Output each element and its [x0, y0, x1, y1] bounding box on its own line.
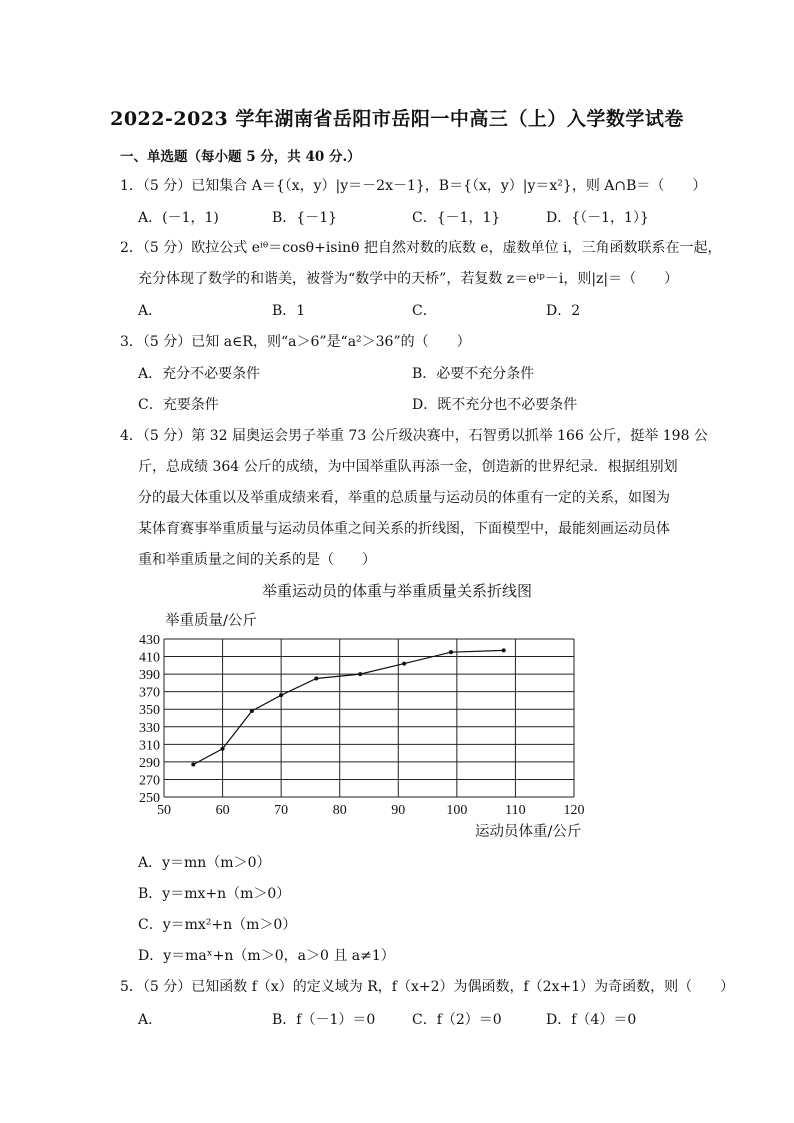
y-tick-label: 370	[139, 685, 160, 701]
question-2-option-c: C．	[412, 303, 437, 319]
chart-x-axis-label: 运动员体重/公斤	[475, 824, 582, 840]
question-3-option-a: A．充分不必要条件	[138, 366, 261, 382]
question-3-option-b: B．必要不充分条件	[412, 366, 535, 382]
y-tick-label: 390	[139, 668, 160, 684]
question-1-option-c: C．{－1，1}	[412, 210, 501, 226]
question-4-option-a: A．y＝mn（m＞0）	[138, 855, 271, 871]
x-tick-label: 90	[391, 803, 406, 818]
question-5-option-d: D．f（4）＝0	[546, 1012, 637, 1028]
question-2-option-d: D．2	[546, 303, 581, 319]
data-point	[250, 709, 254, 713]
question-3-stem: 3．（5 分）已知 a∈R，则“a＞6”是“a²＞36”的（ ）	[120, 334, 471, 350]
y-tick-label: 350	[139, 703, 160, 719]
x-tick-label: 70	[274, 803, 289, 818]
data-point	[502, 648, 506, 652]
question-2-line-1: 2．（5 分）欧拉公式 eⁱᶿ＝cosθ+isinθ 把自然对数的底数 e，虚数单位 i，三角函数联系在一起，	[120, 240, 722, 256]
question-1-option-d: D．{（－1，1）}	[546, 210, 649, 226]
question-2-line-2: 充分体现了数学的和谐美，被誉为“数学中的天桥”，若复数 z＝eⁱᵖ－i，则|z|＝（ ）	[138, 271, 679, 287]
question-1-option-b: B．{－1}	[272, 210, 338, 226]
question-4-option-d: D．y＝maˣ+n（m＞0，a＞0 且 a≠1）	[138, 948, 395, 964]
question-5-option-a: A．	[138, 1012, 163, 1028]
question-4-line-2: 斤，总成绩 364 公斤的成绩，为中国举重队再添一金，创造新的世界纪录．根据组别划	[138, 459, 678, 475]
y-tick-label: 250	[139, 791, 160, 806]
question-2-option-a: A．	[138, 303, 163, 319]
question-4-line-4: 某体育赛事举重质量与运动员体重之间关系的折线图，下面模型中，最能刻画运动员体	[138, 521, 670, 537]
data-point	[191, 763, 195, 767]
question-4-line-5: 重和举重质量之间的关系的是（ ）	[138, 552, 376, 568]
chart-y-axis-label: 举重质量/公斤	[165, 613, 257, 629]
section-heading: 一、单选题（每小题 5 分，共 40 分.）	[120, 149, 361, 165]
page-title: 2022-2023 学年湖南省岳阳市岳阳一中高三（上）入学数学试卷	[110, 108, 684, 130]
x-tick-label: 110	[505, 803, 526, 818]
question-4-line-1: 4．（5 分）第 32 届奥运会男子举重 73 公斤级决赛中，石智勇以抓举 166 公斤，挺举 198 公	[120, 428, 708, 444]
question-1-stem: 1．（5 分）已知集合 A＝{（x，y）|y＝－2x－1}，B＝{（x，y）|y＝x²}，则 A∩B＝（ ）	[120, 178, 707, 194]
question-5-stem: 5．（5 分）已知函数 f（x）的定义域为 R，f（x+2）为偶函数，f（2x+1）为奇函数，则（ ）	[120, 979, 735, 995]
x-tick-label: 60	[215, 803, 230, 818]
question-2-option-b: B．1	[272, 303, 306, 319]
y-tick-label: 410	[139, 650, 160, 666]
data-point	[279, 693, 283, 697]
data-point	[221, 747, 225, 751]
chart-title: 举重运动员的体重与举重质量关系折线图	[261, 582, 532, 600]
x-tick-label: 50	[157, 803, 171, 818]
y-tick-label: 290	[139, 755, 160, 771]
y-tick-label: 330	[139, 720, 160, 736]
question-1-option-a: A．(－1，1)	[138, 210, 219, 226]
question-5-option-b: B．f（－1）＝0	[272, 1012, 376, 1028]
question-4-option-b: B．y＝mx+n（m＞0）	[138, 886, 291, 902]
x-tick-label: 120	[563, 803, 585, 818]
y-tick-label: 430	[139, 633, 160, 648]
x-tick-label: 80	[332, 803, 347, 818]
y-tick-label: 270	[139, 773, 160, 789]
data-point	[449, 650, 453, 654]
data-point	[314, 677, 318, 681]
data-point	[402, 662, 406, 666]
data-point	[358, 672, 362, 676]
question-3-option-d: D．既不充分也不必要条件	[412, 397, 578, 413]
question-5-option-c: C．f（2）＝0	[412, 1012, 502, 1028]
y-tick-label: 310	[139, 738, 160, 754]
question-4-line-3: 分的最大体重以及举重成绩来看，举重的总质量与运动员的体重有一定的关系，如图为	[138, 490, 670, 506]
question-4-option-c: C．y＝mx²+n（m＞0）	[138, 917, 297, 933]
x-tick-label: 100	[446, 803, 468, 818]
question-3-option-c: C．充要条件	[138, 397, 219, 413]
